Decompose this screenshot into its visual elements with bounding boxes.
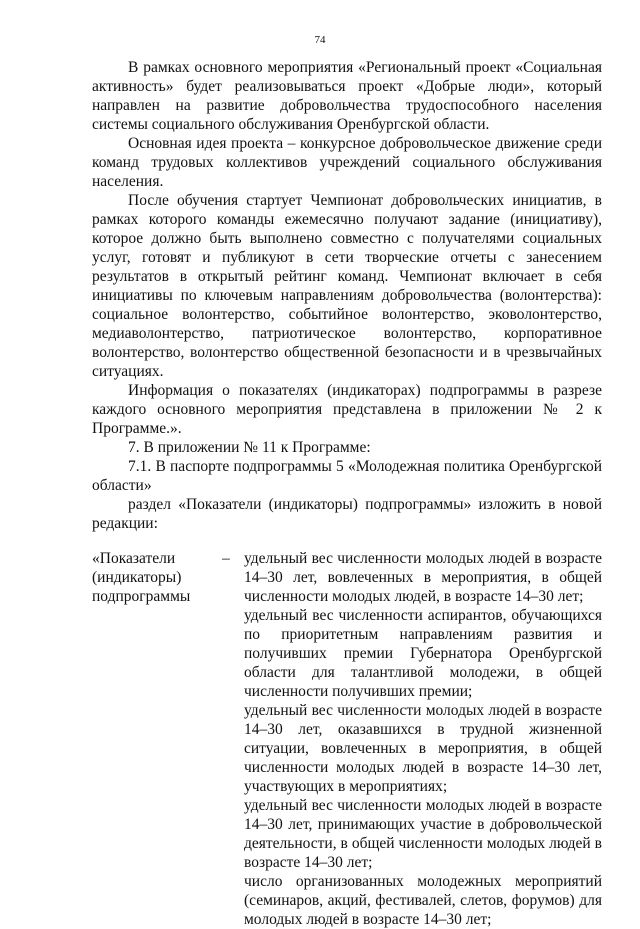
paragraph-new-edition: раздел «Показатели (индикаторы) подпрограммы» изложить в новой редакции: xyxy=(92,496,602,532)
paragraph-appendix-11: 7. В приложении № 11 к Программе: xyxy=(128,439,371,456)
paragraph-passport-subprogram-5: 7.1. В паспорте подпрограммы 5 «Молодежная политика Оренбургской области» xyxy=(92,458,602,494)
paragraph-championship: После обучения стартует Чемпионат добровольческих инициатив, в рамках которого команды ежемесячно получают задание (инициативу), которое должно быть выполнено совместно с получателями социальных услуг, готовят и публикуют в сети творческие отчеты с занесением результатов в открытый рейтинг команд. Чемпионат включает в себя инициативы по ключевым направлениям добровольчества (волонтерства): социальное волонтерство, событийное волонтерство, эковолонтерство, медиаволонтерство, патриотическое волонтерство, корпоративное волонтерство, волонтерство общественной безопасности и в чрезвычайных ситуациях. xyxy=(92,192,602,380)
indicators-label: «Показатели (индикаторы) подпрограммы xyxy=(92,550,191,605)
indicator-item: удельный вес численности молодых людей в возрасте 14–30 лет, принимающих участие в добровольческой деятельности, в общей численности молодых людей в возрасте 14–30 лет; xyxy=(244,797,602,871)
indicator-item: удельный вес численности молодых людей в возрасте 14–30 лет, оказавшихся в трудной жизненной ситуации, вовлеченных в мероприятия, в общей численности молодых людей в возрасте 14–30 лет, участвующих в мероприятиях; xyxy=(244,702,602,795)
indicators-table xyxy=(92,549,602,929)
document-body xyxy=(92,58,602,929)
paragraph-regional-project: В рамках основного мероприятия «Региональный проект «Социальная активность» будет реализовываться проект «Добрые люди», который направлен на развитие добровольчества трудоспособного населения системы социального обслуживания Оренбургской области. xyxy=(92,59,602,133)
indicator-item: удельный вес численности молодых людей в возрасте 14–30 лет, вовлеченных в мероприятия, в общей численности молодых людей, в возрасте 14–30 лет; xyxy=(244,550,602,605)
indicator-item: удельный вес численности аспирантов, обучающихся по приоритетным направлениям развития и получивших премии Губернатора Оренбургской области для талантливой молодежи, в общей численности получивших премии; xyxy=(244,607,602,700)
paragraph-main-idea: Основная идея проекта – конкурсное добровольческое движение среди команд трудовых коллективов учреждений социального обслуживания населения. xyxy=(92,135,602,190)
indicator-item: число организованных молодежных мероприятий (семинаров, акций, фестивалей, слетов, форумов) для молодых людей в возрасте 14–30 лет; xyxy=(244,873,602,928)
paragraph-indicators-info: Информация о показателях (индикаторах) подпрограммы в разрезе каждого основного мероприятия представлена в приложении № 2 к Программе.». xyxy=(92,382,602,437)
indicators-dash: – xyxy=(222,550,230,567)
indicators-list xyxy=(244,549,602,929)
page-number: 74 xyxy=(314,34,326,46)
